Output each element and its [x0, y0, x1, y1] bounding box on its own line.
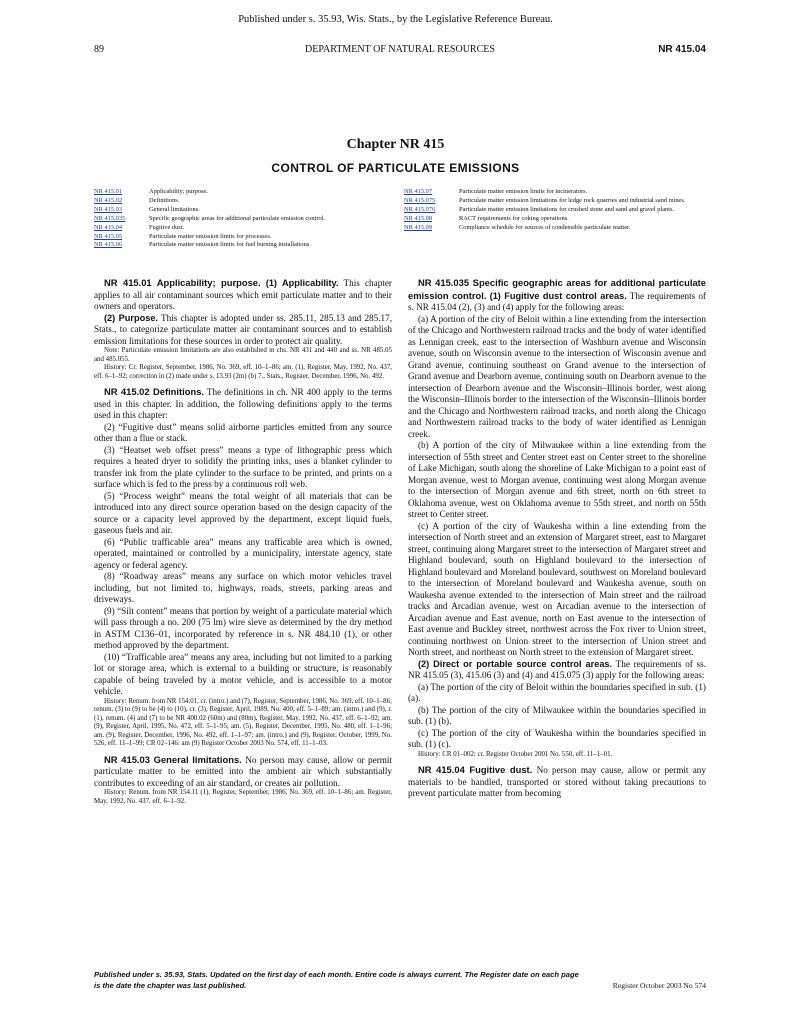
toc-link[interactable]: NR 415.08 [404, 214, 433, 222]
history-note: History: Renum. from NR 154.11 (1), Register, September, 1986, No. 369, eff. 10–1–86; am. Register, May, 1992, No. 437, eff. 6–1–92. [94, 789, 392, 805]
toc-link[interactable]: NR 415.05 [94, 232, 123, 240]
toc-link[interactable]: NR 415.01 [94, 188, 123, 195]
history-note: History: Cr. Register, September, 1986, No. 369, eff. 10–1–86; am. (1), Register, May, 1992, No. 437, eff. 6–1–92; correction in (2) made under s. 13.93 (2m) (b) 7., Stats., Register, December, 1996, No. 492. [94, 364, 392, 380]
toc-link[interactable]: NR 415.06 [94, 241, 123, 249]
toc-item[interactable]: NR 415.07 Particulate matter emission limits for incinerators. [404, 188, 588, 195]
section-heading: NR 415.035 Specific geographic areas for additional particulate emission control. [408, 277, 706, 301]
history-note: History: Renum. from NR 154.01, cr. (intro.) and (7), Register, September, 1986, No. 369, eff. 10–1–86; renum. (3) to (9) to be (4) to (10), cr. (3), Register, April, 1989, No. 400, eff. 5–1–89; am. (intro.) and (9), r. (1), renum. (4) and (7) to be NR 400.02 (60m) and (80m), Register, May, 1992, No. 437, eff. 6–1–92; am. (9), Register, April, 1995, No. 472, eff. 5–1–95; am. (5), Register, December, 1995, No. 480, eff. 1–1–96; am. (9), Register, December, 1996, No. 492, eff. 1–1–97; am. (intro.) and (9), Register, October, 1999, No. 526, eff. 11–1–99; CR 02–146: am (9) Register October 2003 No. 574, eff. 11–1–03. [94, 697, 392, 747]
toc-item[interactable]: NR 415.08 RACT requirements for coking operations. [404, 214, 569, 222]
section-heading: NR 415.02 Definitions. [104, 386, 205, 397]
footer-notice-line1: Published under s. 35.93, Stats. Updated on the first day of each month. Entire code is always current. The Register date on each page [94, 970, 579, 979]
toc-item[interactable]: NR 415.03 General limitations. [94, 205, 200, 213]
toc-item[interactable]: NR 415.05 Particulate matter emission limits for processes. [94, 232, 272, 240]
toc-item[interactable]: NR 415.04 Fugitive dust. [94, 223, 185, 231]
definition: (5) “Process weight” means the total weight of all materials that can be introduced into any direct source operation based on the design capacity of the source or a capacity level approved by the department, except liquid fuels, gaseous fuels and air. [94, 490, 392, 535]
toc-left [94, 188, 394, 250]
toc-link[interactable]: NR 415.09 [404, 223, 433, 231]
toc-item[interactable]: NR 415.02 Definitions. [94, 196, 180, 204]
toc-item[interactable]: NR 415.076 Particulate matter emission limitations for crushed stone and sand and gravel plants. [404, 205, 675, 213]
toc-item[interactable]: NR 415.075 Particulate matter emission limitations for ledge rock quarries and industrial sand mines. [404, 196, 686, 204]
left-column: NR 415.01 Applicability; purpose. (1) Applicability. This chapter applies to all air contaminant sources which emit particulate matter and to their owners and operators. (2) Purpose. This chapter is adopted under ss. 285.11, 285.13 and 285.17, Stats., to categorize particulate matter air contaminant sources and to establish emission limitations for these sources in order to protect air quality. Note: Particulate emission limitations are also established in chs. NR 431 and 440 and ss. NR 485.05 and 485.055. History: Cr. Register, September, 1986, No. 369, eff. 10–1–86; am. (1), Register, May, 1992, No. 437, eff. 6–1–92; correction in (2) made under s. 13.93 (2m) (b) 7., Stats., Register, December, 1996, No. 492. NR 415.02 Definitions. The definitions in ch. NR 400 apply to the terms used in this chapter. In addition, the following definitions apply to the terms used in this chapter: (2) “Fugitive dust” means solid airborne particles emitted from any source other than a flue or stack. (3) “Heatset web offset press” means a type of lithographic press which requires a heated dryer to solidify the printing inks, uses a blanket cylinder to transfer ink from the plate cylinder to the surface to be printed, and prints on a surface which is fed to the press by a continuous roll web. (5) “Process weight” means the total weight of all materials that can be introduced into any direct source operation based on the design capacity of the source or a capacity level approved by the department, except liquid fuels, gaseous fuels and air. (6) “Public trafficable area” means any trafficable area which is owned, operated, maintained or controlled by a municipality, interstate agency, state agency or federal agency. (8) “Roadway areas” means any surface on which motor vehicles travel including, but not limited to, highways, roads, streets, parking areas and driveways. (9) “Silt content” means that portion by weight of a particulate material which will pass through a no. 200 (75 lm) wire sieve as determined by the dry method in ASTM C136–01, incorporated by reference in s. NR 484.10 (1), or other method approved by the department. (10) “Trafficable area” means any area, including but not limited to a parking lot or storage area, which is external to a building or structure, is reasonably capable of being traveled by a motor vehicle, and is accessible to a motor vehicle. History: Renum. from NR 154.01, cr. (intro.) and (7), Register, September, 1986, No. 369, eff. 10–1–86; renum. (3) to (9) to be (4) to (10), cr. (3), Register, April, 1989, No. 400, eff. 5–1–89; am. (intro.) and (9), r. (1), renum. (4) and (7) to be NR 400.02 (60m) and (80m), Register, May, 1992, No. 437, eff. 6–1–92; am. (9), Register, April, 1995, No. 472, eff. 5–1–95; am. (5), Register, December, 1995, No. 480, eff. 1–1–96; am. (9), Register, December, 1996, No. 492, eff. 1–1–97; am. (intro.) and (9), Register, October, 1999, No. 526, eff. 11–1–99; CR 02–146: am (9) Register October 2003 No. 574, eff. 11–1–03. NR 415.03 General limitations. No person may cause, allow or permit particulate matter to be emitted into the ambient air which substantially contributes to exceeding of an air standard, or creates air pollution. History: Renum. from NR 154.11 (1), Register, September, 1986, No. 369, eff. 10–1–86; am. Register, May, 1992, No. 437, eff. 6–1–92. [94, 277, 393, 805]
definition: (2) “Fugitive dust” means solid airborne particles emitted from any source other than a flue or stack. [94, 421, 392, 443]
paragraph: (c) The portion of the city of Waukesha within the boundaries specified in sub. (1) (c). [408, 727, 706, 749]
section-heading: NR 415.04 Fugitive dust. [418, 764, 533, 775]
paragraph: (b) A portion of the city of Milwaukee within a line extending from the intersection of 55th street and Center street east on Center street to the shoreline of Lake Michigan, south along the shoreline of Lake Michigan to a point east of Morgan avenue, west to Morgan avenue, continuing west along Morgan avenue to the intersection of Morgan avenue and 6th street, north on 6th street to Oklahoma avenue, west on Oklahoma avenue to 55th street, and north on 55th street to Center street. [408, 440, 706, 519]
right-column: NR 415.035 Specific geographic areas for additional particulate emission control. (1) Fugitive dust control areas. The requirements of s. NR 415.04 (2), (3) and (4) apply for the following areas: (a) A portion of the city of Beloit within a line extending from the intersection of the Chicago and Northwestern railroad tracks and the body of water identified as Lennigan creek, east to the intersection of Washburn avenue and Wisconsin avenue, south on Wisconsin avenue to the intersection of Wisconsin avenue and Grand avenue, continuing southeast on Grand avenue to the intersection of Grand avenue and Dearborn avenue, continuing south on Dearborn avenue to the intersection of Dearborn avenue and the Wisconsin–Illinois border, west along the Wisconsin–Illinois border to the intersection of the Wisconsin–Illinois border and the Chicago and Northwestern railroad tracks, and north along the Chicago and Northwestern railroad tracks to the body of water identified as Lennigan creek. (b) A portion of the city of Milwaukee within a line extending from the intersection of 55th street and Center street east on Center street to the shoreline of Lake Michigan, south along the shoreline of Lake Michigan to a point east of Morgan avenue, west to Morgan avenue, continuing west along Morgan avenue to the intersection of Morgan avenue and 6th street, north on 6th street to Oklahoma avenue, west on Oklahoma avenue to 55th street, and north on 55th street to Center street. (c) A portion of the city of Waukesha within a line extending from the intersection of North street and an extension of Margaret street, east to Margaret street, continuing along Margaret street to the intersection of Margaret street and Highland boulevard, south on Highland boulevard to the intersection of Highland boulevard and Moreland boulevard, southwest on Moreland boulevard to the intersection of Moreland boulevard and Waukesha avenue, south on Waukesha avenue extended to the intersection of Main street and the railroad tracks and Arcadian avenue, west on Arcadian avenue to the intersection of Arcadian avenue and East avenue, north on East avenue to the intersection of East avenue and Buckley street, northwest across the Fox river to Union street, continuing northwest on Union street to the intersection of Union street and North street, and northeast on North street to the extension of Margaret street. (2) Direct or portable source control areas. The requirements of ss. NR 415.05 (3), 415.06 (3) and (4) and 415.075 (3) apply for the following areas: (a) The portion of the city of Beloit within the boundaries specified in sub. (1) (a). (b) The portion of the city of Milwaukee within the boundaries specified in sub. (1) (b). (c) The portion of the city of Waukesha within the boundaries specified in sub. (1) (c). History: CR 01–002: cr. Register October 2001 No. 550, eff. 11–1–01. NR 415.04 Fugitive dust. No person may cause, allow or permit any materials to be handled, transported or stored without taking precautions to prevent particulate matter from becoming [408, 277, 706, 798]
paragraph: (c) A portion of the city of Waukesha within a line extending from the intersection of North street and an extension of Margaret street, east to Margaret street, continuing along Margaret street to the intersection of Margaret street and Highland boulevard, south on Highland boulevard to the intersection of Highland boulevard and Moreland boulevard, southwest on Moreland boulevard to the intersection of Moreland boulevard and Waukesha avenue, south on Waukesha avenue extended to the intersection of Main street and the railroad tracks and Arcadian avenue, west on Arcadian avenue to the intersection of Arcadian avenue and East avenue, north on East avenue to the intersection of East avenue and Buckley street, northwest across the Fox river to Union street, continuing northwest on Union street to the intersection of Union street and North street, and northeast on North street to the extension of Margaret street. [408, 520, 706, 657]
section-heading: NR 415.03 General limitations. [104, 753, 242, 765]
toc-item[interactable]: NR 415.035 Specific geographic areas for additional particulate emission control. [94, 214, 326, 222]
toc-item[interactable]: NR 415.06 Particulate matter emission limits for fuel burning installations. [94, 241, 311, 249]
toc-link[interactable]: NR 415.035 [94, 214, 126, 222]
register-date: Register October 2003 No 574 [612, 981, 706, 990]
toc-link[interactable]: NR 415.03 [94, 205, 123, 213]
section-heading: NR 415.01 Applicability; purpose. [104, 277, 261, 288]
toc-link[interactable]: NR 415.076 [404, 205, 436, 213]
paragraph: (a) A portion of the city of Beloit within a line extending from the intersection of the Chicago and Northwestern railroad tracks and the body of water identified as Lennigan creek, east to the intersection of Washburn avenue and Wisconsin avenue, south on Wisconsin avenue to the intersection of Wisconsin avenue and Grand avenue, continuing southeast on Grand avenue to the intersection of Grand avenue and Dearborn avenue, continuing south on Dearborn avenue to the intersection of Dearborn avenue and the Wisconsin–Illinois border, west along the Wisconsin–Illinois border to the intersection of the Wisconsin–Illinois border and the Chicago and Northwestern railroad tracks, and north along the Chicago and Northwestern railroad tracks to the body of water identified as Lennigan creek. [408, 313, 706, 439]
toc-item[interactable]: NR 415.01 Applicability; purpose. [94, 188, 208, 195]
definition: (6) “Public trafficable area” means any trafficable area which is owned, operated, maintained or controlled by a municipality, interstate agency, state agency or federal agency. [94, 536, 392, 570]
page-footer [94, 969, 706, 991]
section-code: NR 415.04 [658, 44, 706, 55]
page-number: 89 [94, 44, 104, 55]
toc-item[interactable]: NR 415.09 Compliance schedule for sources of condensible particulate matter. [404, 223, 631, 231]
paragraph: (b) The portion of the city of Milwaukee within the boundaries specified in sub. (1) (b). [408, 704, 706, 726]
footer-notice-line2: is the date the chapter was last published. [94, 981, 247, 990]
note: Note: Particulate emission limitations are also established in chs. NR 431 and 440 and ss. NR 485.05 and 485.055. [94, 347, 392, 363]
toc-link[interactable]: NR 415.07 [404, 188, 433, 195]
definition: (10) “Trafficable area” means any area, including but not limited to a parking lot or storage area, which is external to a building or structure, is reasonably capable of being traveled by a motor vehicle, and is accessible to a motor vehicle. [94, 651, 392, 696]
publication-notice: Published under s. 35.93, Wis. Stats., by the Legislative Reference Bureau. [238, 14, 553, 25]
chapter-subtitle: CONTROL OF PARTICULATE EMISSIONS [271, 161, 520, 175]
toc-right [404, 188, 706, 233]
toc-link[interactable]: NR 415.04 [94, 223, 123, 231]
definition: (9) “Silt content” means that portion by weight of a particulate material which will pass through a no. 200 (75 lm) wire sieve as determined by the dry method in ASTM C136–01, incorporated by reference in s. NR 484.10 (1), or other method approved by the department. [94, 605, 392, 650]
department-name: DEPARTMENT OF NATURAL RESOURCES [305, 44, 495, 55]
chapter-title: Chapter NR 415 [346, 137, 445, 152]
definition: (8) “Roadway areas” means any surface on which motor vehicles travel including, but not limited to, highways, roads, streets, parking areas and driveways. [94, 571, 392, 604]
paragraph: (a) The portion of the city of Beloit within the boundaries specified in sub. (1) (a). [408, 681, 706, 703]
definition: (3) “Heatset web offset press” means a type of lithographic press which requires a heated dryer to solidify the printing inks, uses a blanket cylinder to transfer ink from the plate cylinder to the surface to be printed, and prints on a surface which is fed to the press by a continuous roll web. [94, 444, 392, 489]
history-note: History: CR 01–002: cr. Register October 2001 No. 550, eff. 11–1–01. [418, 750, 613, 758]
toc-link[interactable]: NR 415.02 [94, 196, 123, 204]
toc-link[interactable]: NR 415.075 [404, 196, 436, 204]
